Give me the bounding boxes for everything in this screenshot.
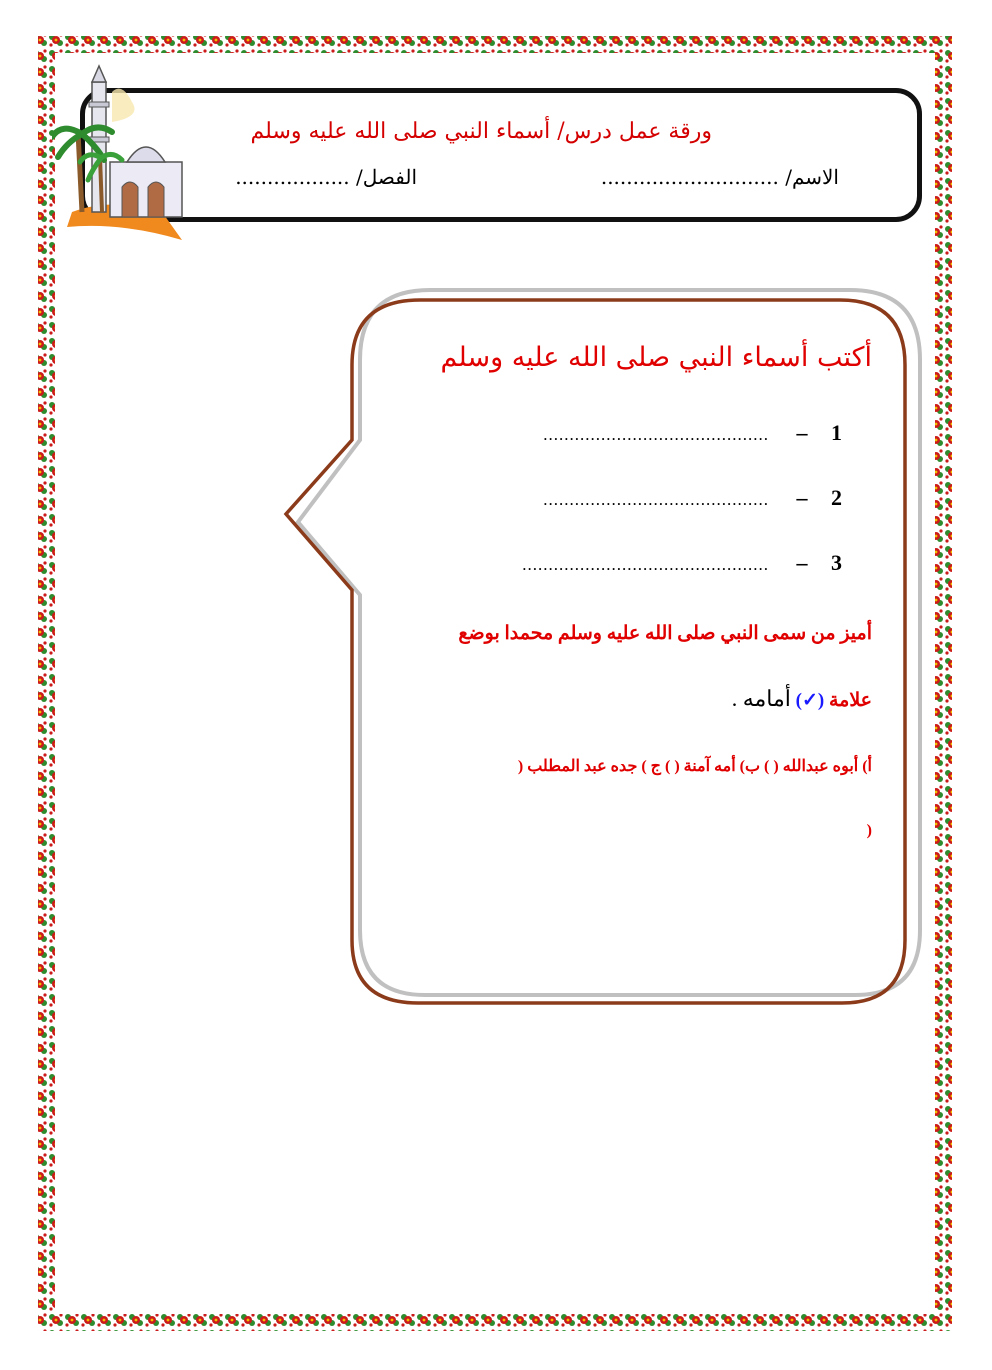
question2-instruction-cont [732,686,872,712]
answer-options[interactable]: أ) أبوه عبدالله ( ) ب) أمه آمنة ( ) ج ) جده عبد المطلب ( [517,758,872,775]
item-number: 2 [831,485,842,510]
answer-dots: ........................................... [543,490,769,509]
check-mark-icon: (✓) [795,690,825,711]
item-dash: – [796,485,808,510]
item-dash: – [796,420,808,445]
in-front-text: أمامه . [731,686,791,711]
answer-dots: ........................................... [543,425,769,444]
item-number: 1 [831,420,842,445]
answer-line-2[interactable] [543,485,842,511]
name-label: الاسم/ [785,165,839,189]
class-dots: .................. [235,165,350,189]
answer-dots: ............................................... [522,555,769,574]
name-dots: ............................ [600,165,779,189]
item-number: 3 [831,550,842,575]
worksheet-title: ورقة عمل درس/ أسماء النبي صلى الله عليه وسلم [250,119,712,144]
question1-title: أكتب أسماء النبي صلى الله عليه وسلم [440,342,872,373]
class-label: الفصل/ [356,165,417,189]
question2-instruction: أميز من سمى النبي صلى الله عليه وسلم محمدا بوضع [458,623,872,644]
mark-word: علامة [828,690,872,711]
item-dash: – [796,550,808,575]
answer-line-1[interactable] [543,420,842,446]
answer-line-3[interactable] [522,550,842,576]
answer-options-end: ) [866,822,872,839]
